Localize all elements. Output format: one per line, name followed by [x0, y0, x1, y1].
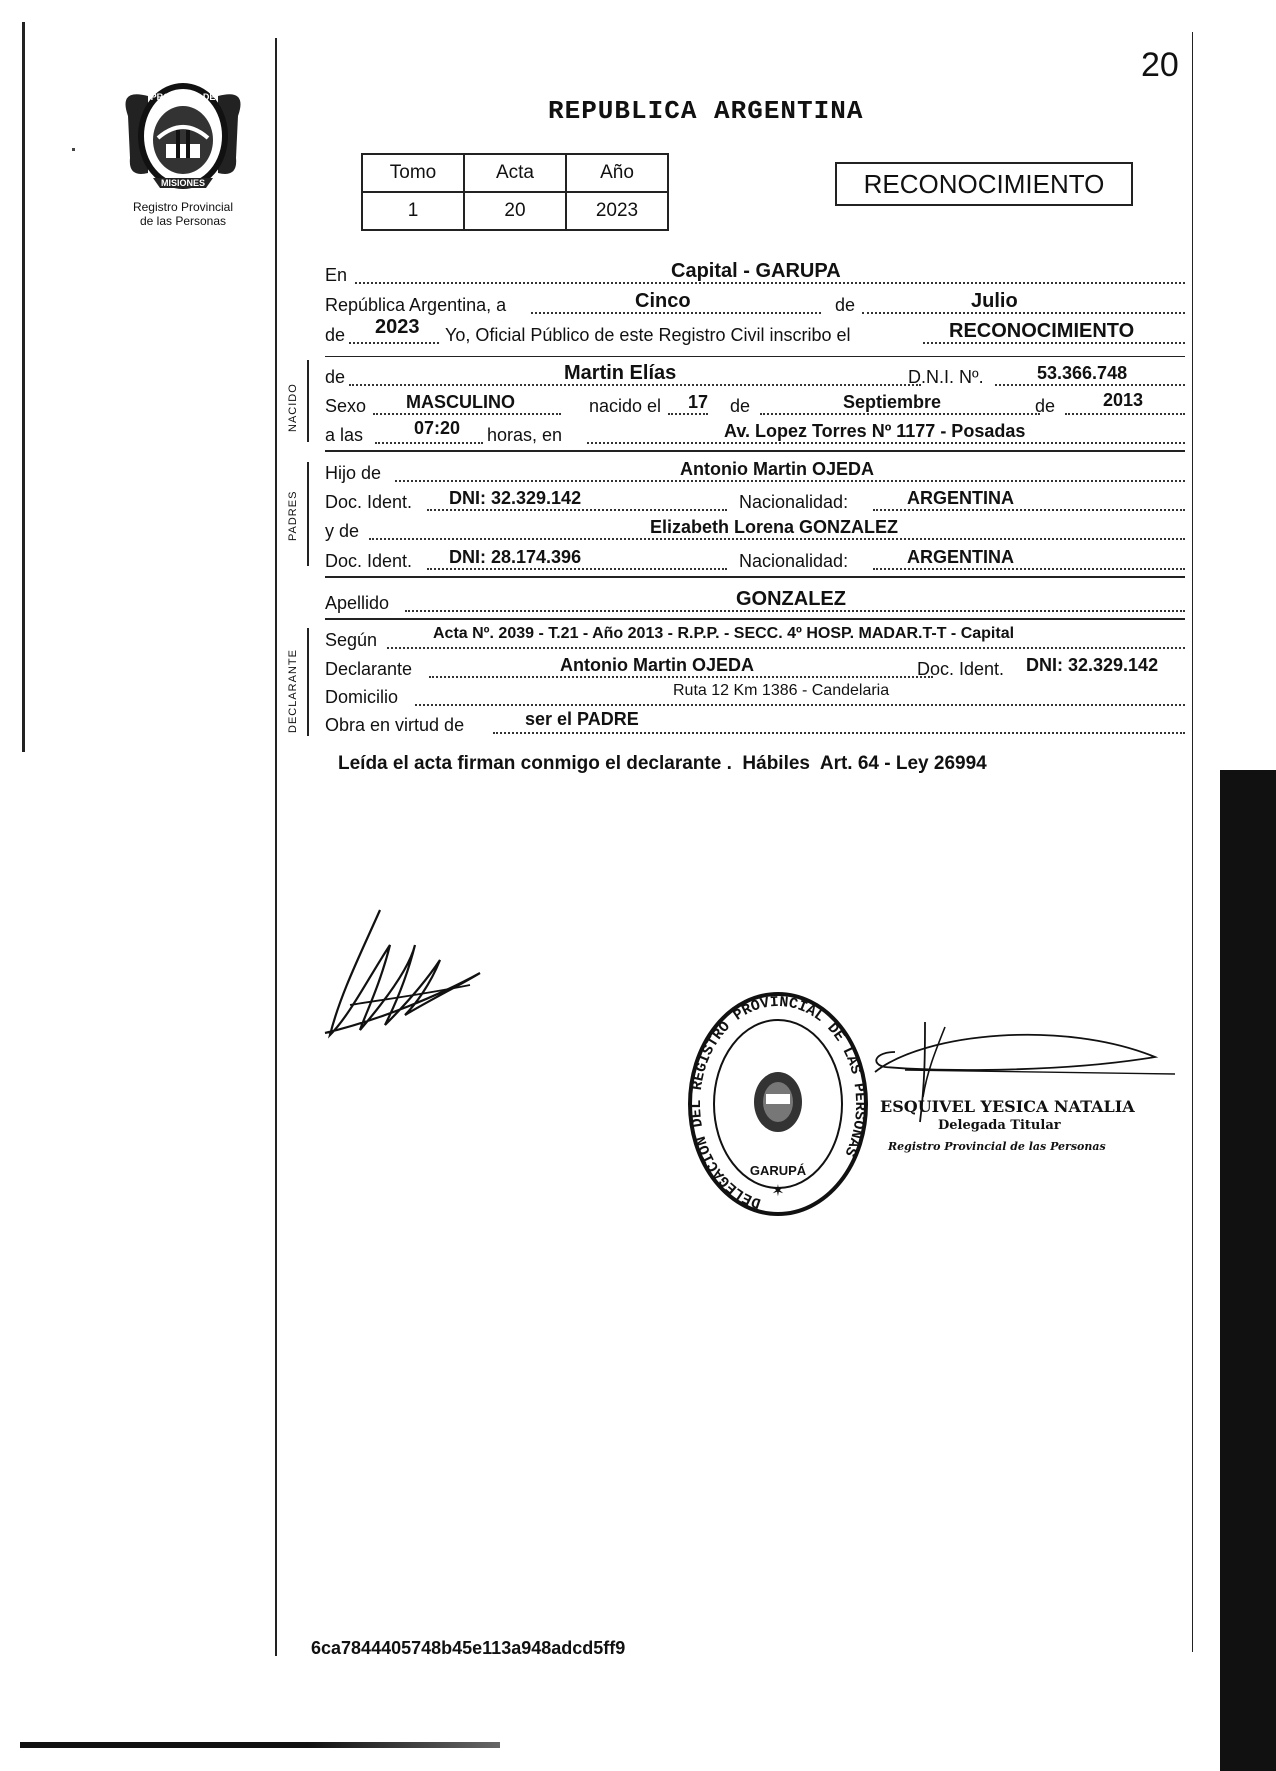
official-role: Delegada Titular — [938, 1118, 1061, 1133]
speck — [72, 148, 75, 151]
header-anio: Año — [566, 154, 668, 192]
nacionalidad-label: Nacionalidad: — [739, 492, 849, 512]
official-name: ESQUIVEL YESICA NATALIA — [880, 1097, 1135, 1116]
svg-text:PROVINCIA DE: PROVINCIA DE — [150, 92, 216, 102]
declarante-bracket — [307, 628, 309, 736]
page-number: 20 — [1141, 46, 1179, 84]
en-label: En — [325, 265, 348, 285]
nacido-name-value: Martin Elías — [564, 362, 677, 384]
horas-label: horas, en — [487, 425, 563, 445]
row-domicilio — [325, 684, 1185, 710]
doc-label: Doc. Ident. — [325, 492, 413, 512]
registry-caption-line1: Registro Provincial — [132, 200, 234, 214]
de-label: de — [730, 396, 751, 416]
rule-above-nacido — [325, 356, 1185, 357]
closing-text: Leída el acta firman conmigo el declarante . Hábiles Art. 64 - Ley 26994 — [338, 753, 987, 774]
mother-value: Elizabeth Lorena GONZALEZ — [650, 517, 899, 537]
father-value: Antonio Martin OJEDA — [680, 459, 874, 479]
registry-caption-line2: de las Personas — [139, 214, 227, 228]
dots — [493, 732, 1185, 734]
padres-side-label: PADRES — [287, 490, 299, 541]
declarant-signature — [320, 905, 490, 1045]
bottom-edge-shadow — [20, 1742, 500, 1748]
official-seal — [686, 990, 870, 1222]
declarante-value: Antonio Martin OJEDA — [560, 655, 754, 675]
republica-label: República Argentina, a — [325, 295, 507, 315]
segun-label: Según — [325, 630, 378, 650]
inner-margin-line — [275, 38, 277, 1656]
apellido-label: Apellido — [325, 593, 390, 613]
row-nacido-name — [325, 364, 1185, 390]
dots — [375, 442, 483, 444]
segun-value: Acta Nº. 2039 - T.21 - Año 2013 - R.P.P. - SECC. 4º HOSP. MADAR.T-T - Capital — [433, 625, 1015, 642]
alas-label: a las — [325, 425, 364, 445]
svg-text:MISIONES: MISIONES — [160, 178, 206, 188]
value-tomo: 1 — [362, 192, 464, 230]
seal-bottom-text: GARUPÁ — [749, 1163, 807, 1178]
birth-day-value: 17 — [688, 392, 709, 412]
dni-value: 53.366.748 — [1037, 363, 1128, 383]
birth-year-value: 2013 — [1103, 390, 1144, 410]
obra-value: ser el PADRE — [525, 709, 639, 729]
domicilio-label: Domicilio — [325, 687, 399, 707]
nacido-bracket — [307, 360, 309, 442]
row-mother-doc — [325, 548, 1185, 574]
doc-label: Doc. Ident. — [325, 551, 413, 571]
left-margin-line — [22, 22, 25, 752]
domicilio-value: Ruta 12 Km 1386 - Candelaria — [673, 682, 890, 699]
row-apellido — [325, 590, 1185, 616]
right-edge-shadow — [1220, 770, 1276, 1771]
place-value: Capital - GARUPA — [671, 260, 841, 282]
declarante-side-label: DECLARANTE — [287, 649, 299, 733]
mother-nat-value: ARGENTINA — [907, 547, 1014, 567]
row-yde — [325, 518, 1185, 544]
svg-text:✶: ✶ — [771, 1181, 785, 1200]
misiones-shield-logo — [118, 78, 248, 198]
value-acta: 20 — [464, 192, 566, 230]
hijo-label: Hijo de — [325, 463, 382, 483]
father-doc-value: DNI: 32.329.142 — [449, 488, 582, 508]
nacionalidad-label: Nacionalidad: — [739, 551, 849, 571]
act-type-box: RECONOCIMIENTO — [835, 162, 1133, 206]
nacido-de-label: de — [325, 367, 346, 387]
de-label: de — [835, 295, 856, 315]
year-value: 2023 — [375, 316, 420, 338]
mother-doc-value: DNI: 28.174.396 — [449, 547, 582, 567]
rule-after-apellido — [325, 618, 1185, 620]
header-tomo: Tomo — [362, 154, 464, 192]
right-margin-line — [1192, 32, 1193, 1652]
sexo-value: MASCULINO — [406, 392, 515, 412]
apellido-value: GONZALEZ — [736, 588, 846, 610]
row-en — [325, 262, 1185, 288]
document-hash: 6ca7844405748b45e113a948adcd5ff9 — [311, 1638, 626, 1658]
row-father-doc — [325, 489, 1185, 515]
de2-label: de — [325, 325, 346, 345]
row-hora — [325, 418, 1185, 448]
registry-caption — [112, 200, 254, 228]
register-table — [361, 153, 669, 231]
value-anio: 2023 — [566, 192, 668, 230]
nacido-el-label: nacido el — [589, 396, 662, 416]
dots — [349, 342, 439, 344]
hour-value: 07:20 — [414, 418, 461, 438]
seal-ring-text: DELEGACION DEL REGISTRO PROVINCIAL DE LAS PERSONAS — [688, 993, 869, 1212]
nacido-side-label: NACIDO — [287, 383, 299, 432]
declarante-doc-value: DNI: 32.329.142 — [1026, 655, 1159, 675]
dots — [1065, 413, 1185, 415]
declarante-doc-label: Doc. Ident. — [917, 659, 1005, 679]
de-label: de — [1035, 396, 1056, 416]
birth-month-value: Septiembre — [843, 392, 942, 412]
yde-label: y de — [325, 521, 360, 541]
row-inscribo — [325, 316, 1185, 348]
month-value: Julio — [971, 290, 1018, 312]
obra-label: Obra en virtud de — [325, 715, 465, 735]
row-obra — [325, 709, 1185, 738]
dots — [387, 647, 1185, 649]
official-office: Registro Provincial de las Personas — [888, 1140, 1106, 1153]
father-nat-value: ARGENTINA — [907, 488, 1014, 508]
inscribo-label: Yo, Oficial Público de este Registro Civil inscribo el — [445, 325, 851, 345]
dots — [862, 312, 1185, 314]
declarante-label: Declarante — [325, 659, 413, 679]
header-acta: Acta — [464, 154, 566, 192]
sexo-label: Sexo — [325, 396, 367, 416]
rule-after-nacido — [325, 450, 1185, 452]
row-republica — [325, 292, 1185, 318]
row-hijo — [325, 460, 1185, 486]
dni-label: D.N.I. Nº. — [908, 367, 984, 387]
padres-bracket — [307, 462, 309, 566]
row-segun — [325, 627, 1185, 653]
birth-place-value: Av. Lopez Torres Nº 1177 - Posadas — [724, 421, 1026, 441]
day-value: Cinco — [635, 290, 691, 312]
country-title: REPUBLICA ARGENTINA — [548, 96, 864, 126]
rule-after-padres — [325, 576, 1185, 578]
inscribo-value: RECONOCIMIENTO — [949, 320, 1135, 342]
